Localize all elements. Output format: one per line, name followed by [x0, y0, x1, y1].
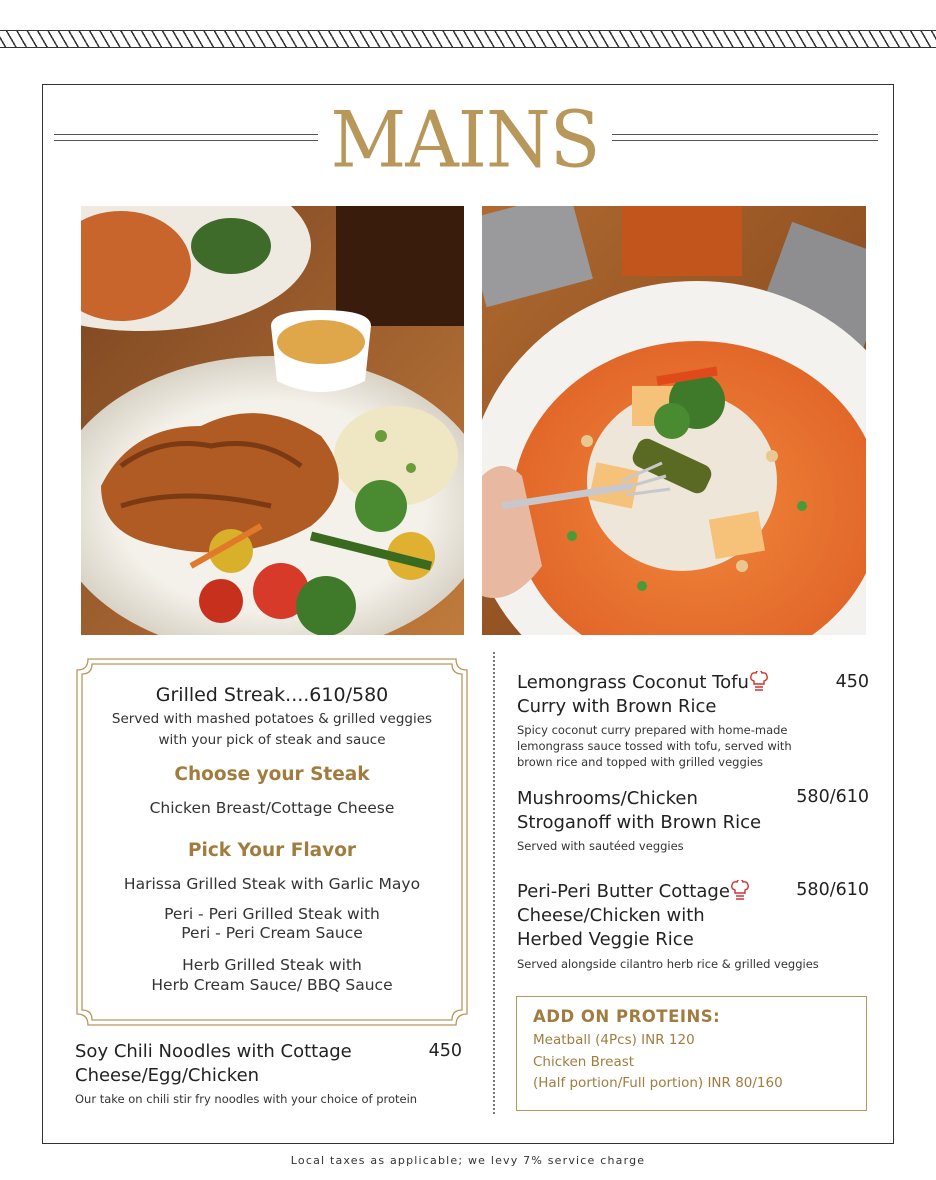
- grilled-steak-box: [76, 658, 468, 1026]
- soy-noodles-name-2: Cheese/Egg/Chicken: [75, 1065, 260, 1086]
- title-rule-left: [54, 134, 318, 141]
- soy-noodles-name-1: Soy Chili Noodles with Cottage: [75, 1041, 352, 1062]
- tofu-curry-name-text: Lemongrass Coconut Tofu: [517, 672, 749, 693]
- add-on-portion-price: (Half portion/Full portion) INR 80/160: [533, 1075, 783, 1091]
- tofu-curry-desc-3: brown rice and topped with grilled veggies: [517, 755, 764, 769]
- flavor-option-herb-1: Herb Grilled Steak with: [182, 956, 362, 974]
- page-title: MAINS: [330, 94, 600, 186]
- choose-steak-heading: Choose your Steak: [174, 764, 370, 785]
- column-divider: [493, 652, 495, 1114]
- flavor-option-harissa: Harissa Grilled Steak with Garlic Mayo: [123, 875, 421, 893]
- chef-hat-icon: [750, 671, 768, 700]
- title-rule-right: [612, 134, 878, 141]
- decorative-top-stripe: [0, 30, 936, 48]
- soy-noodles-desc: Our take on chili stir fry noodles with your choice of protein: [75, 1092, 418, 1106]
- flavor-option-peri-2: Peri - Peri Cream Sauce: [181, 924, 363, 942]
- add-on-meatball: Meatball (4Pcs) INR 120: [533, 1032, 695, 1048]
- peri-peri-name-3: Herbed Veggie Rice: [517, 929, 694, 950]
- add-on-chicken-breast: Chicken Breast: [533, 1054, 635, 1070]
- stroganoff-desc: Served with sautéed veggies: [517, 839, 684, 853]
- grilled-steak-photo: [81, 206, 464, 635]
- grilled-steak-desc-1: Served with mashed potatoes & grilled veggies: [111, 711, 433, 727]
- soy-noodles-price: 450: [428, 1041, 462, 1061]
- stroganoff-name-1: Mushrooms/Chicken: [517, 788, 698, 809]
- footer-note: Local taxes as applicable; we levy 7% service charge: [290, 1154, 646, 1167]
- peri-peri-name-2: Cheese/Chicken with: [517, 905, 705, 926]
- pick-flavor-heading: Pick Your Flavor: [187, 840, 357, 861]
- stroganoff-name-2: Stroganoff with Brown Rice: [517, 812, 762, 833]
- grilled-steak-title: Grilled Streak....610/580: [155, 684, 389, 706]
- grilled-steak-desc-2: with your pick of steak and sauce: [158, 732, 386, 748]
- tofu-curry-desc-1: Spicy coconut curry prepared with home-made: [517, 723, 788, 737]
- chef-hat-icon: [731, 880, 749, 909]
- stroganoff-price: 580/610: [796, 787, 869, 807]
- flavor-option-peri-1: Peri - Peri Grilled Steak with: [164, 905, 380, 923]
- peri-peri-name-text: Peri-Peri Butter Cottage: [517, 881, 730, 902]
- peri-peri-price: 580/610: [796, 880, 869, 900]
- tofu-curry-photo: [482, 206, 866, 635]
- choose-steak-options: Chicken Breast/Cottage Cheese: [149, 799, 395, 817]
- flavor-option-herb-2: Herb Cream Sauce/ BBQ Sauce: [151, 976, 393, 994]
- peri-peri-desc: Served alongside cilantro herb rice & grilled veggies: [517, 957, 819, 971]
- tofu-curry-price: 450: [835, 672, 869, 692]
- tofu-curry-name-2: Curry with Brown Rice: [517, 696, 717, 717]
- add-on-title: ADD ON PROTEINS:: [533, 1007, 721, 1026]
- tofu-curry-desc-2: lemongrass sauce tossed with tofu, served with: [517, 739, 792, 753]
- add-on-proteins-box: [516, 996, 867, 1111]
